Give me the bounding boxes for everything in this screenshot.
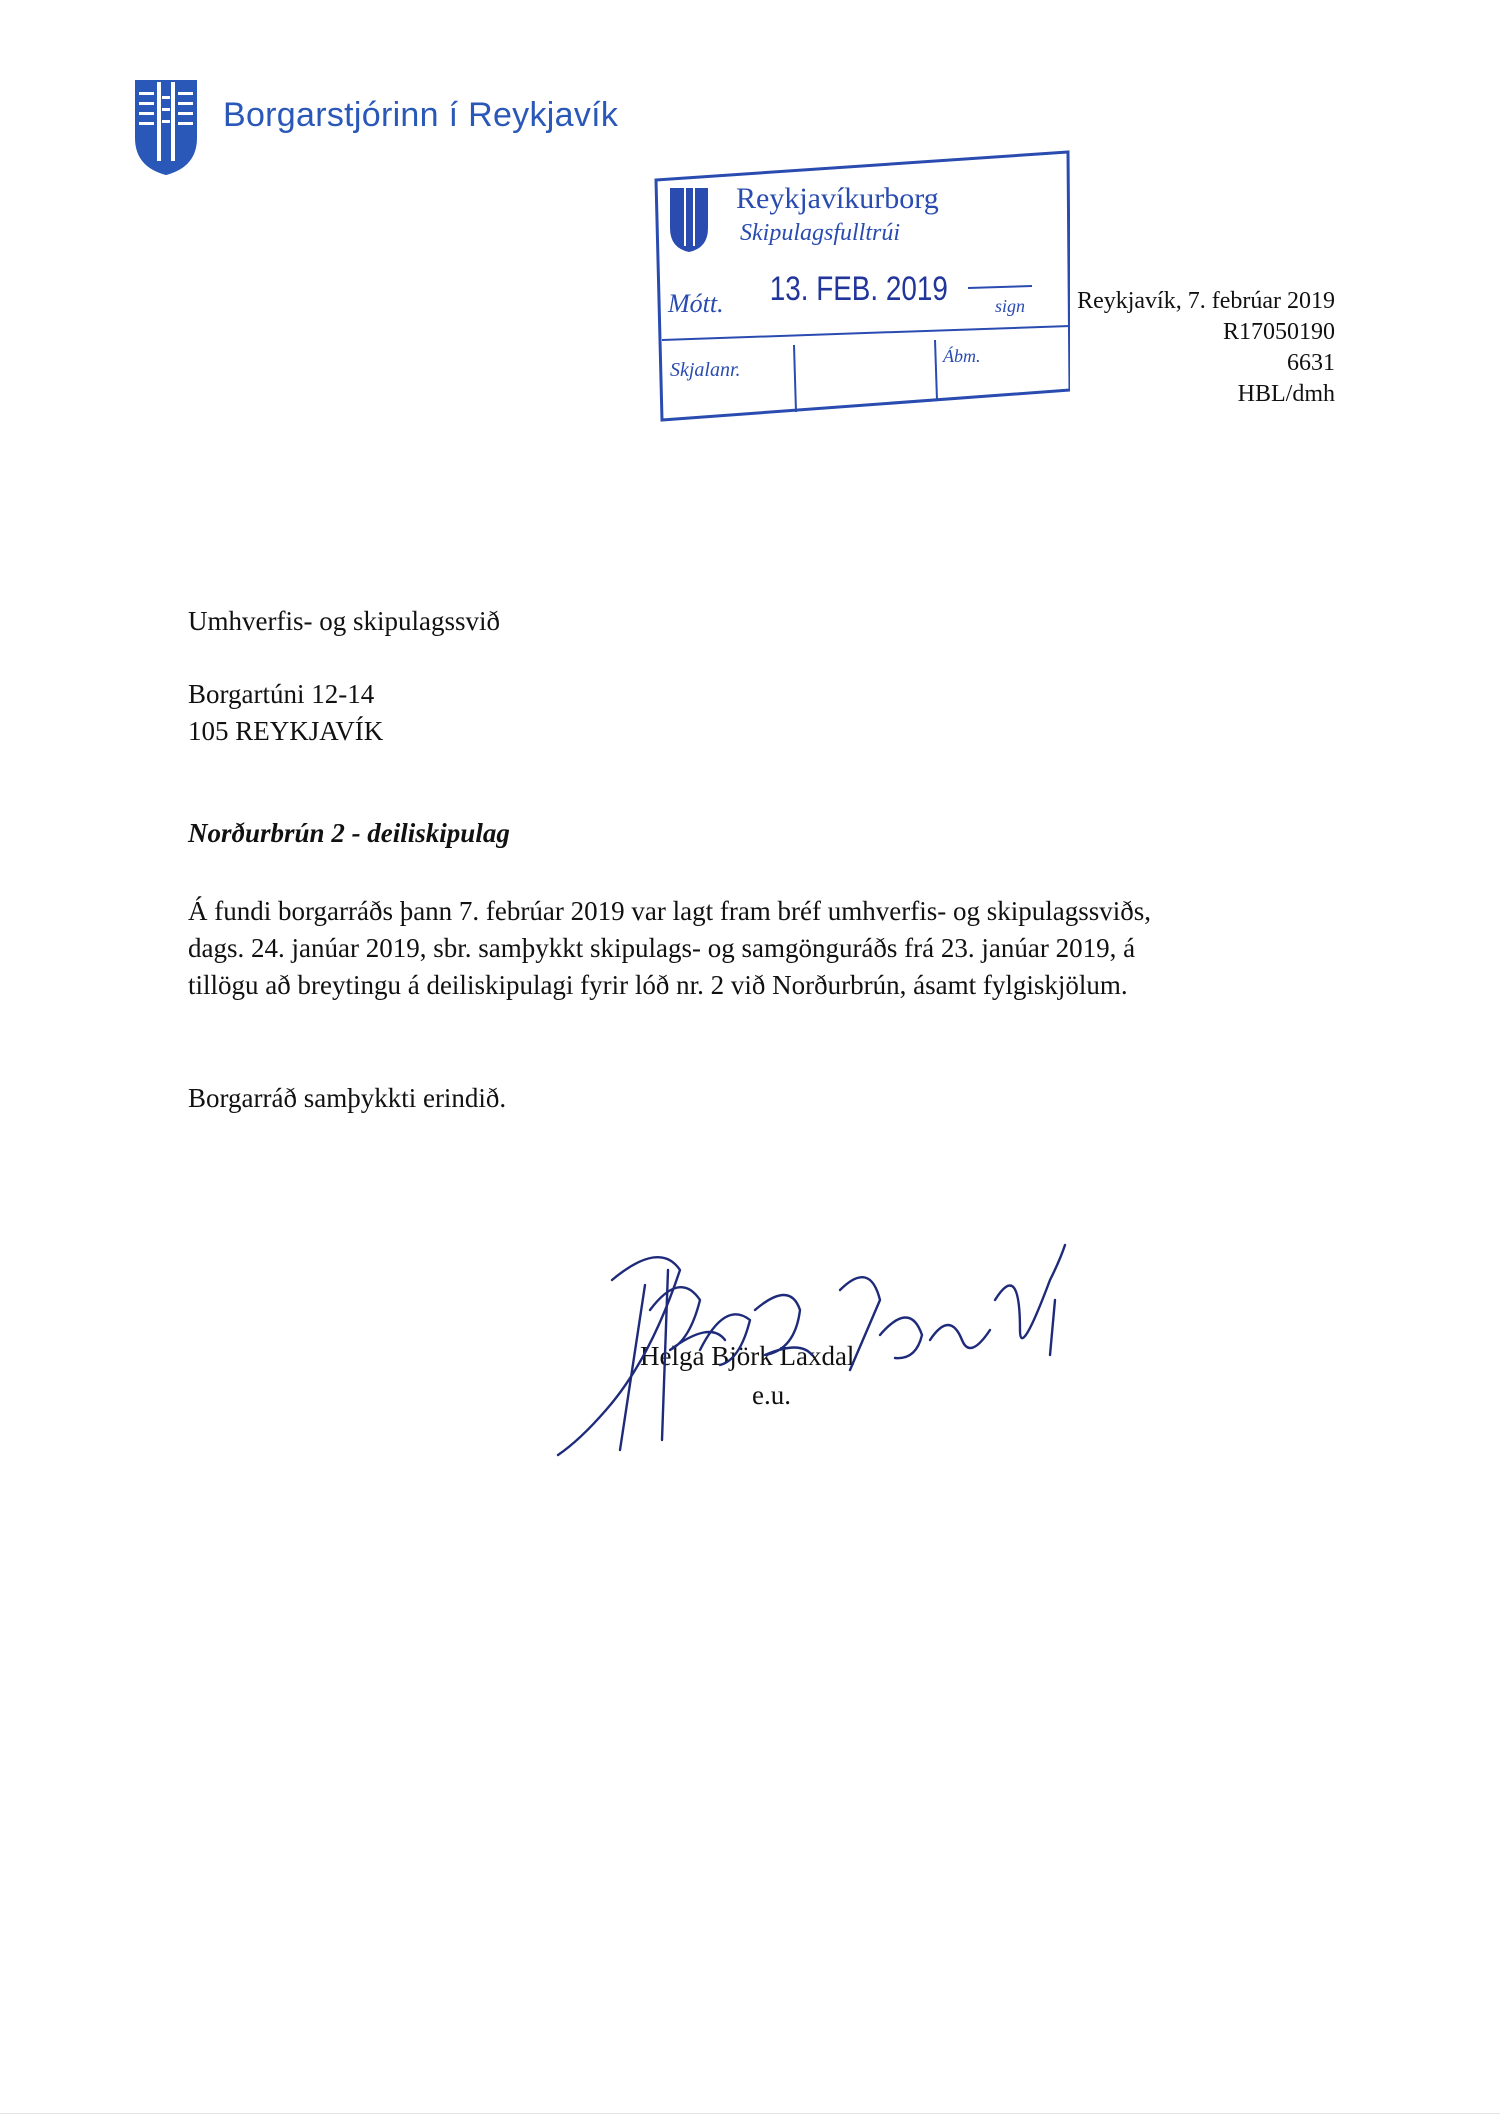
received-stamp <box>650 140 1070 425</box>
body-line: dags. 24. janúar 2019, sbr. samþykkt skipulags- og samgönguráðs frá 23. janúar 2019, á <box>188 933 1136 963</box>
reference-block <box>1077 286 1335 410</box>
ref-number: 6631 <box>1287 350 1335 376</box>
scan-edge-line <box>0 2113 1500 2114</box>
stamp-received-label: Mótt. <box>668 289 724 318</box>
body-text <box>188 893 1151 1004</box>
case-number: R17050190 <box>1222 319 1335 345</box>
signer-name: Helga Björk Laxdal <box>640 1341 855 1371</box>
place-date: Reykjavík, 7. febrúar 2019 <box>1077 288 1335 314</box>
initials: HBL/dmh <box>1237 381 1335 407</box>
recipient-name: Umhverfis- og skipulagssvið <box>188 606 500 636</box>
recipient-street: Borgartúni 12-14 <box>188 679 375 709</box>
body-line: tillögu að breytingu á deiliskipulagi fyrir lóð nr. 2 við Norðurbrún, ásamt fylgiskjölum. <box>188 970 1128 1000</box>
letterhead-organization: Borgarstjórinn í Reykjavík <box>223 96 619 134</box>
stamp-crest-icon <box>670 188 708 252</box>
stamp-received-date: 13. FEB. 2019 <box>769 269 948 308</box>
stamp-title: Reykjavíkurborg <box>736 182 939 215</box>
body-line: Á fundi borgarráðs þann 7. febrúar 2019 var lagt fram bréf umhverfis- og skipulagssviðs, <box>188 896 1152 926</box>
signer-suffix: e.u. <box>752 1380 791 1410</box>
handwritten-signature <box>550 1240 1070 1470</box>
recipient-city: 105 REYKJAVÍK <box>188 716 384 746</box>
stamp-sign-label: sign <box>995 296 1026 316</box>
stamp-department: Skipulagsfulltrúi <box>740 220 901 246</box>
closing-line: Borgarráð samþykkti erindið. <box>188 1083 507 1113</box>
subject: Norðurbrún 2 - deiliskipulag <box>188 818 510 848</box>
coat-of-arms-icon <box>133 78 199 176</box>
stamp-case-label: Skjalanr. <box>670 359 741 381</box>
stamp-owner-label: Ábm. <box>943 346 981 366</box>
